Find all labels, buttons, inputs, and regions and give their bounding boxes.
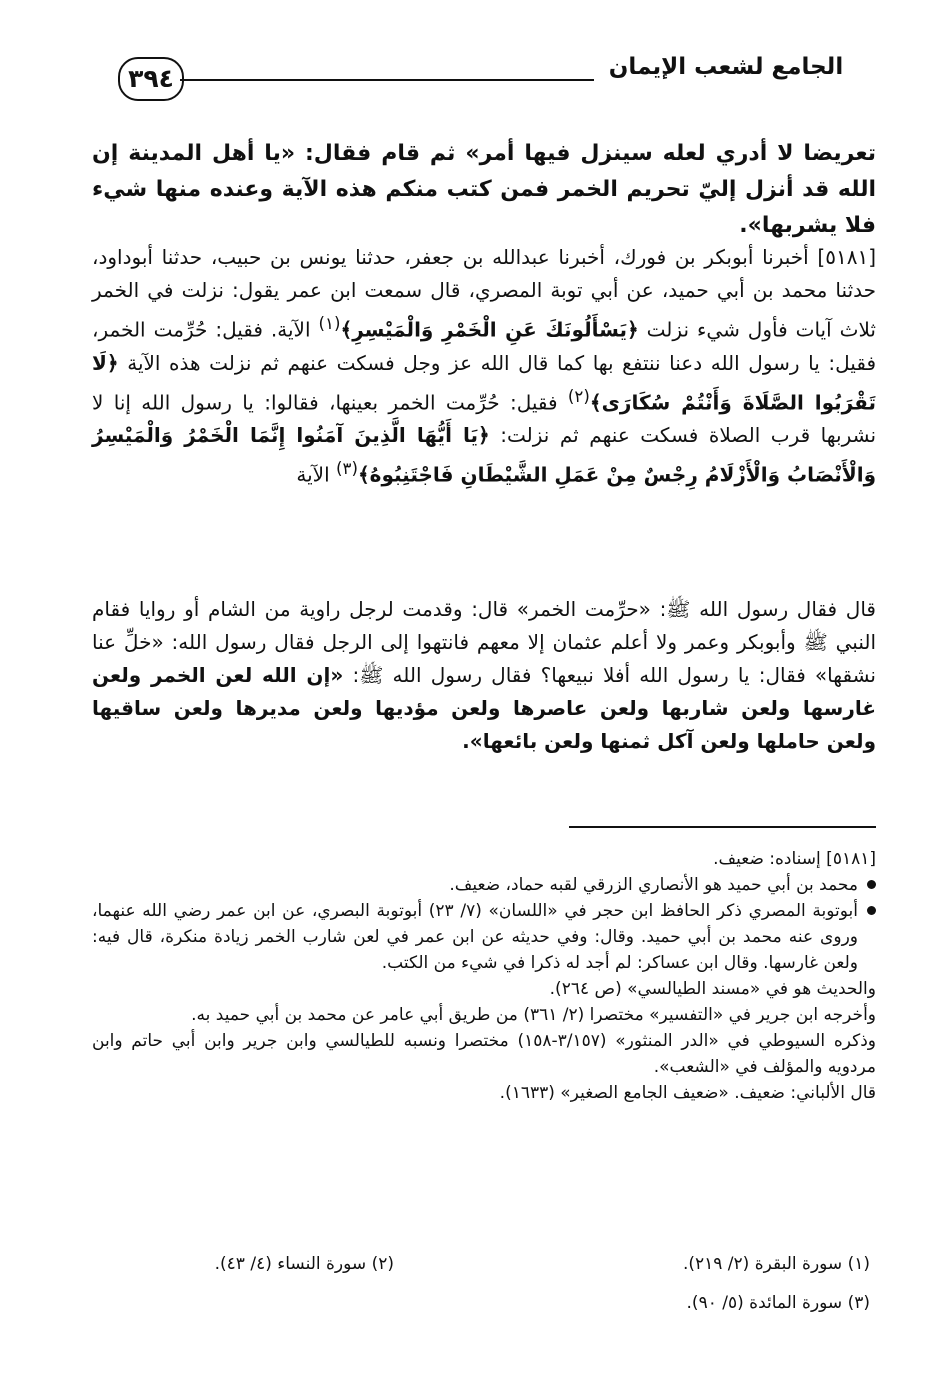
quran-verse-3: ﴿يَا أَيُّهَا الَّذِينَ آمَنُوا إِنَّمَا الْخَمْرُ وَالْمَيْسِرُ وَالْأَنْصَابُ وَالْأَزْلَامُ رِجْسٌ مِنْ عَمَلِ الشَّيْطَانِ فَاجْتَنِبُوهُ﴾ bbox=[92, 423, 876, 487]
verse-ref-3: (٣) سورة المائدة (٥/ ٩٠). bbox=[686, 1293, 870, 1313]
opening-text: تعريضا لا أدري لعله سينزل فيها أمر» ثم قام فقال: «يا أهل المدينة إن الله قد أنزل إليّ تحريم الخمر فمن كتب منكم هذه الآية وعنده منها شيء فلا يشربها». bbox=[92, 141, 876, 238]
footnote-line-5: وذكره السيوطي في «الدر المنثور» (٣/١٥٧-١٥٨) مختصرا ونسبه للطيالسي وابن جرير وابن أبي حاتم وابن مردويه والمؤلف في «الشعب». bbox=[92, 1031, 876, 1077]
opening-paragraph bbox=[92, 136, 876, 244]
footnote-bullet-1-text: محمد بن أبي حميد هو الأنصاري الزرقي لقبه حماد، ضعيف. bbox=[449, 875, 858, 895]
verse-ref-2: (٢) سورة النساء (٤/ ٤٣). bbox=[214, 1254, 394, 1274]
verse-ref-1: (١) سورة البقرة (٢/ ٢١٩). bbox=[682, 1254, 870, 1274]
footnote-bullet-1 bbox=[92, 872, 876, 898]
footnote-line-4: وأخرجه ابن جرير في «التفسير» مختصرا (٢/ ٣٦١) من طريق أبي عامر عن محمد بن أبي حميد به. bbox=[191, 1005, 876, 1025]
footnote-ref-2: (٢) bbox=[567, 386, 590, 406]
footnote-line-6: قال الألباني: ضعيف. «ضعيف الجامع الصغير» (١٦٣٣). bbox=[499, 1083, 876, 1103]
footnote-ref-3: (٣) bbox=[336, 459, 358, 479]
continuation-text: قال فقال رسول الله ﷺ: «حرِّمت الخمر» قال: وقدمت لرجل راوية من الشام أو روايا فقام النبي ﷺ وأبوبكر وعمر ولا أعلم عثمان إلا معهم فانتهوا إلى الرجل فقال رسول الله: «خلِّ عنا نشقها» فقال: يا رسول الله أفلا نبيعها؟ فقال رسول الله ﷺ: bbox=[92, 597, 876, 687]
quran-verse-1: ﴿يَسْأَلُونَكَ عَنِ الْخَمْرِ وَالْمَيْسِرِ﴾ bbox=[340, 317, 639, 342]
continuation-paragraph bbox=[92, 593, 876, 758]
hadith-isnad: [٥١٨١] أخبرنا أبوبكر بن فورك، أخبرنا عبدالله بن جعفر، حدثنا يونس بن حبيب، حدثنا أبوداود، حدثنا محمد بن أبي حميد، عن أبي توبة المصري، قال سمعت ابن عمر يقول: نزلت في الخمر ثلاث آيات فأول شيء نزلت bbox=[92, 245, 876, 342]
hadith-text-3: فقيل: حُرِّمت الخمر بعينها، فقالوا: يا رسول الله إنا لا نشربها قرب الصلاة فسكت عنهم ثم نزلت: bbox=[92, 390, 877, 448]
bullet-icon bbox=[867, 880, 876, 889]
hadith-text-2: الآية. فقيل: حُرِّمت الخمر، فقيل: يا رسول الله دعنا ننتفع بها كما قال الله عز وجل فسكت عنهم ثم نزلت هذه الآية bbox=[92, 317, 877, 375]
footnote-bullet-2-text: أبوتوبة المصري ذكر الحافظ ابن حجر في «اللسان» (٧/ ٢٣) أبوتوبة البصري، عن ابن عمر رضي الله عنهما، وروى عنه محمد بن أبي حميد. وقال: وفي حديثه عن ابن عمر في لعن شارب الخمر زيادة منكرة، قال فيه: ولعن غارسها. وقال ابن عساكر: لم أجد له ذكرا في شيء من الكتب. bbox=[92, 901, 858, 973]
hadith-text-4: الآية bbox=[296, 462, 330, 487]
footnotes-section bbox=[92, 846, 876, 1106]
footnote-line-3: والحديث هو في «مسند الطيالسي» (ص ٢٦٤). bbox=[549, 979, 876, 999]
quran-verse-2: ﴿لَا تَقْرَبُوا الصَّلَاةَ وَأَنْتُمْ سُكَارَى﴾ bbox=[92, 350, 877, 415]
page-number: ٣٩٤ bbox=[118, 57, 184, 101]
footnote-bullet-2 bbox=[92, 898, 876, 976]
footnote-isnad-grade: [٥١٨١] إسناده: ضعيف. bbox=[713, 849, 876, 869]
running-header-title: الجامع لشعب الإيمان bbox=[608, 54, 844, 80]
bullet-icon bbox=[867, 906, 876, 915]
hadith-5181-paragraph bbox=[92, 241, 876, 492]
footnote-separator bbox=[569, 826, 876, 828]
footnote-ref-1: (١) bbox=[318, 314, 341, 333]
header-rule bbox=[180, 79, 594, 81]
prophetic-quote: «إن الله لعن الخمر ولعن غارسها ولعن شاربها ولعن عاصرها ولعن مؤديها ولعن مديرها ولعن ساقيها ولعن حاملها ولعن آكل ثمنها ولعن بائعها». bbox=[92, 663, 876, 753]
